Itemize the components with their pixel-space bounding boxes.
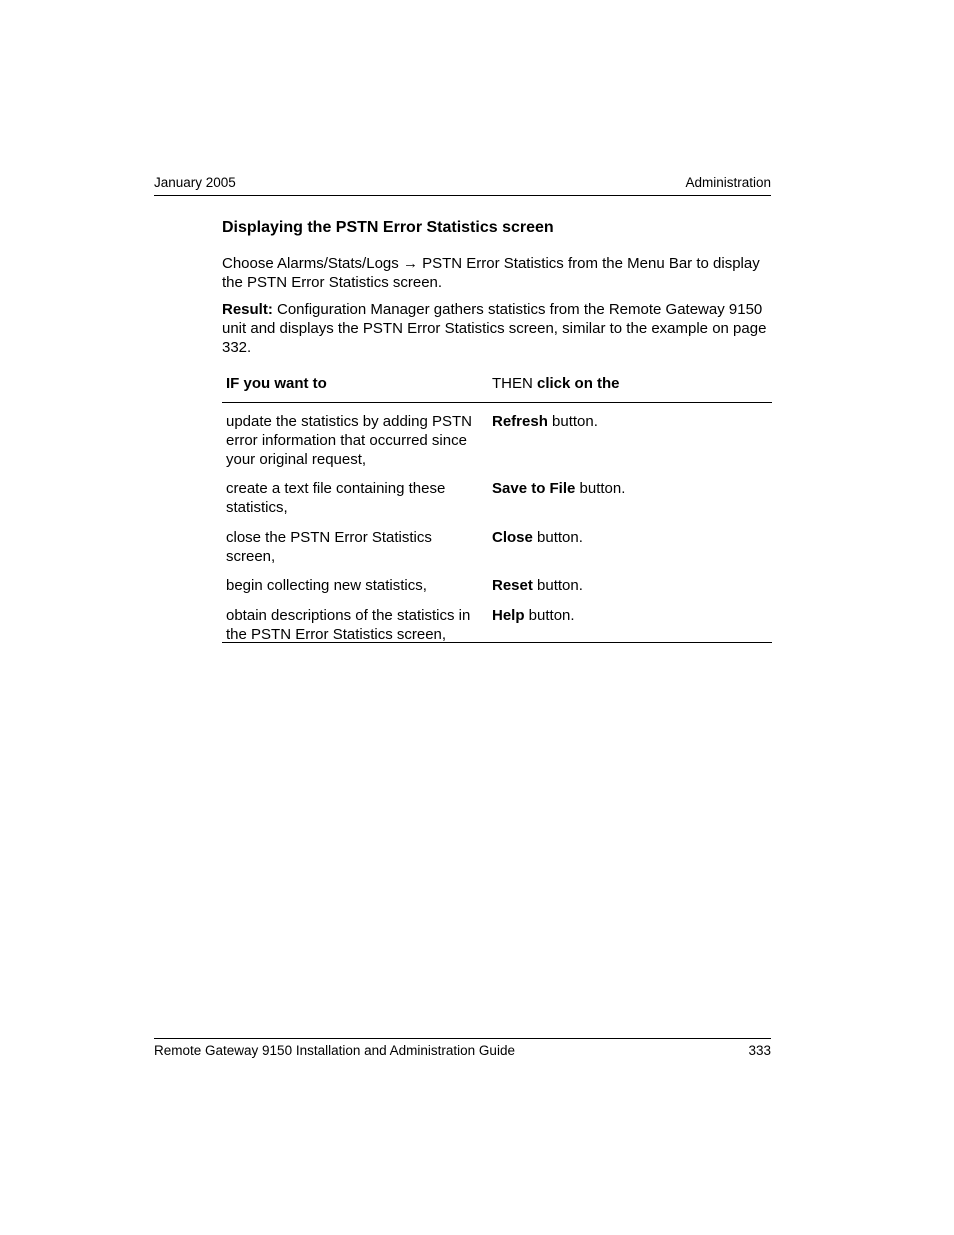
row-want: create a text file containing these statistics, — [226, 480, 446, 516]
row-button-suffix: button. — [547, 413, 598, 430]
result-text: Configuration Manager gathers statistics from the Remote Gateway 9150 unit and displays the PSTN Error Statistics screen, similar to the example on page 332. — [222, 301, 767, 356]
row-button-suffix: button. — [575, 480, 626, 497]
action-table — [222, 374, 772, 646]
result-paragraph — [222, 300, 772, 357]
row-button-name: Close — [492, 529, 533, 546]
table-row — [222, 576, 772, 606]
row-button-suffix: button. — [532, 529, 583, 546]
table-row — [222, 528, 772, 576]
menu-arrow-icon: → — [402, 255, 418, 272]
row-action — [492, 479, 770, 498]
row-button-suffix: button. — [532, 577, 583, 594]
row-button-name: Save to File — [492, 480, 576, 497]
table-header — [222, 374, 772, 403]
row-want: update the statistics by adding PSTN error information that occurred since your original request, — [226, 413, 472, 468]
header-section: Administration — [685, 175, 771, 190]
table-row — [222, 606, 772, 646]
row-want: close the PSTN Error Statistics screen, — [226, 529, 432, 565]
page-number: 333 — [748, 1043, 771, 1058]
section-title: Displaying the PSTN Error Statistics screen — [222, 219, 554, 236]
row-want: begin collecting new statistics, — [226, 577, 427, 594]
row-action — [492, 606, 770, 625]
table-body — [222, 403, 772, 646]
running-header — [154, 175, 771, 196]
row-action — [492, 412, 770, 431]
table-row — [222, 479, 772, 528]
row-button-name: Refresh — [492, 413, 548, 430]
row-action — [492, 528, 770, 547]
row-action — [492, 576, 770, 595]
col-header-then-bold: click on the — [537, 375, 620, 392]
table-row — [222, 412, 772, 479]
table-bottom-rule — [222, 642, 772, 643]
intro-text-before: Choose Alarms/Stats/Logs — [222, 255, 403, 272]
row-button-name: Reset — [492, 577, 533, 594]
col-header-if: IF you want to — [226, 375, 327, 392]
row-button-suffix: button. — [524, 607, 575, 624]
row-button-name: Help — [492, 607, 525, 624]
header-date: January 2005 — [154, 175, 236, 190]
col-header-then — [492, 374, 620, 393]
col-header-then-plain: THEN — [492, 375, 537, 392]
intro-paragraph — [222, 254, 772, 292]
running-footer — [154, 1038, 771, 1058]
footer-title: Remote Gateway 9150 Installation and Administration Guide — [154, 1043, 515, 1058]
result-label: Result: — [222, 301, 273, 318]
row-want: obtain descriptions of the statistics in the PSTN Error Statistics screen, — [226, 607, 471, 643]
intro-text-after: PSTN Error Statistics from the Menu Bar to display the PSTN Error Statistics screen. — [222, 255, 760, 291]
